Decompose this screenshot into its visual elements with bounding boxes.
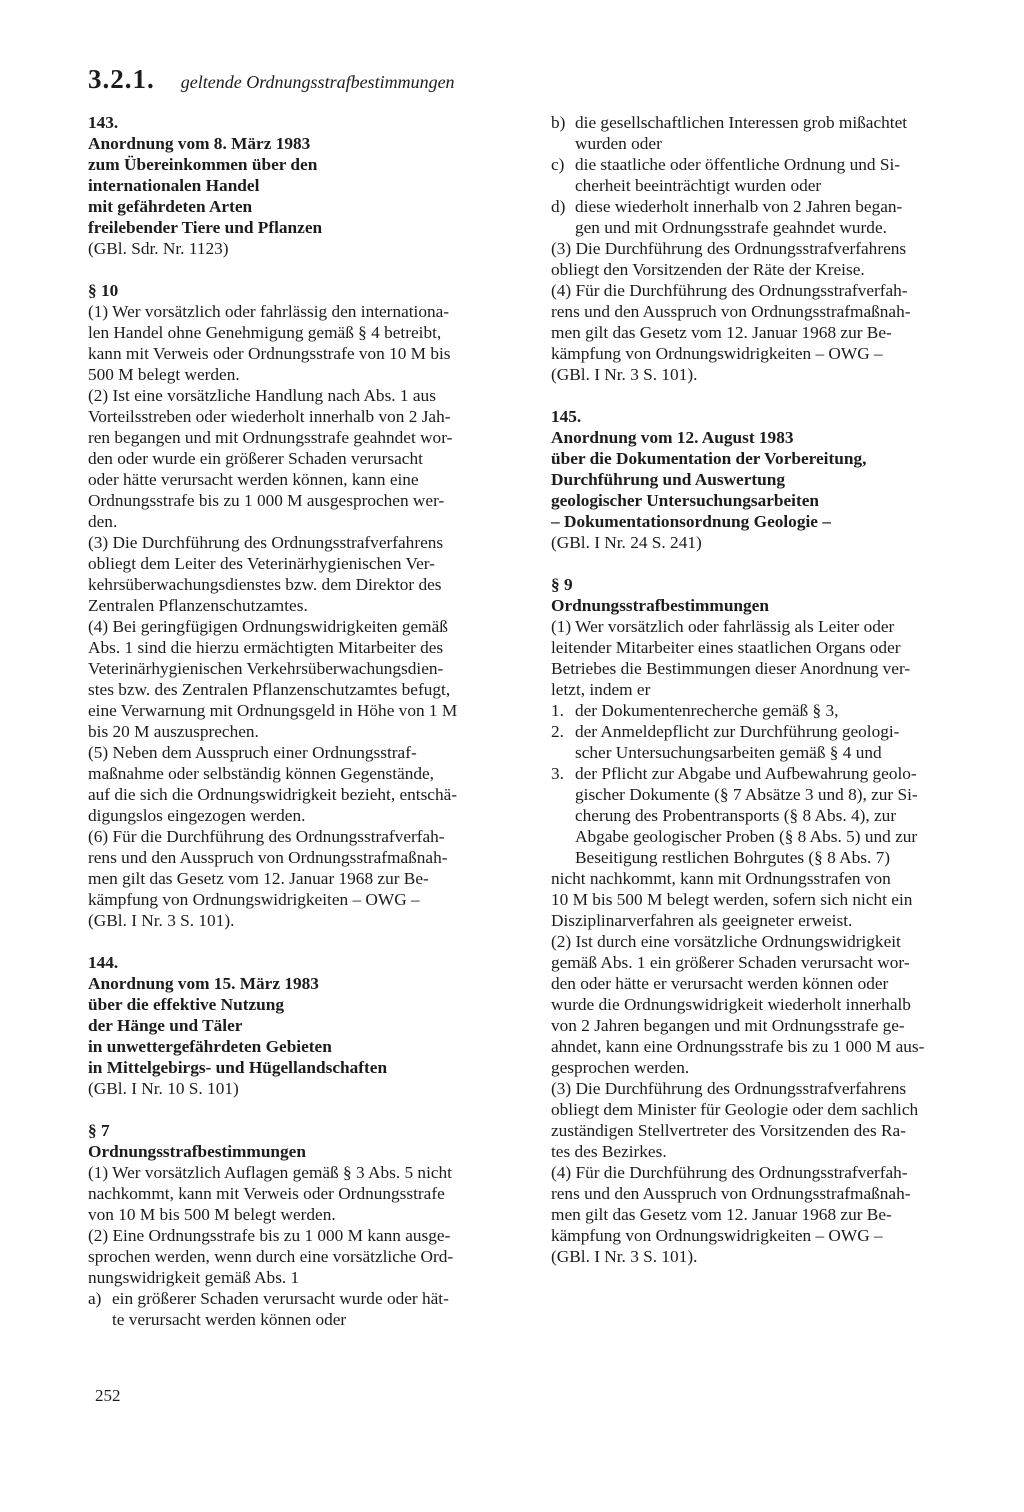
text-line: Ordnungsstrafe bis zu 1 000 M ausgesprochen wer-: [88, 491, 445, 510]
list-item-text: [575, 721, 988, 763]
entry-145-title-line: über die Dokumentation der Vorbereitung,: [551, 449, 867, 468]
section-number: 3.2.1.: [88, 64, 155, 94]
text-line: (1) Wer vorsätzlich oder fahrlässig den internationa-: [88, 302, 450, 321]
text-line: obliegt den Vorsitzenden der Räte der Kreise.: [551, 260, 865, 279]
list-item-label: 1.: [551, 701, 564, 720]
paragraph-10-heading: § 10: [88, 281, 119, 300]
text-line: len Handel ohne Genehmigung gemäß § 4 betreibt,: [88, 323, 442, 342]
paragraph-10-body: [88, 301, 526, 931]
text-line: stes bzw. des Zentralen Pflanzenschutzamtes befugt,: [88, 680, 451, 699]
text-line: kämpfung von Ordnungswidrigkeiten – OWG –: [88, 890, 420, 909]
text-line: (6) Für die Durchführung des Ordnungsstrafverfah-: [88, 827, 445, 846]
text-line: kämpfung von Ordnungswidrigkeiten – OWG –: [551, 1226, 883, 1245]
text-line: gischer Dokumente (§ 7 Absätze 3 und 8), zur Si-: [575, 785, 918, 804]
text-line: der Anmeldepflicht zur Durchführung geologi-: [575, 722, 900, 741]
text-line: (3) Die Durchführung des Ordnungsstrafverfahrens: [88, 533, 444, 552]
text-line: eine Verwarnung mit Ordnungsgeld in Höhe von 1 M: [88, 701, 458, 720]
list-item-label: a): [88, 1289, 102, 1308]
text-line: Vorteilsstreben oder wiederholt innerhalb von 2 Jah-: [88, 407, 451, 426]
entry-143-title: [88, 133, 526, 238]
text-line: (3) Die Durchführung des Ordnungsstrafverfahrens: [551, 239, 907, 258]
text-line: der Dokumentenrecherche gemäß § 3,: [575, 701, 839, 720]
text-line: men gilt das Gesetz vom 12. Januar 1968 zur Be-: [551, 1205, 892, 1224]
text-line: wurde die Ordnungswidrigkeit wiederholt innerhalb: [551, 995, 911, 1014]
list-item-text: [575, 763, 988, 868]
entry-145-title-line: – Dokumentationsordnung Geologie –: [551, 512, 831, 531]
text-line: Zentralen Pflanzenschutzamtes.: [88, 596, 308, 615]
text-line: cherheit beeinträchtigt wurden oder: [575, 176, 822, 195]
text-line: gesprochen werden.: [551, 1058, 690, 1077]
list-item: [88, 1288, 526, 1330]
text-line: leitender Mitarbeiter eines staatlichen Organs oder: [551, 638, 901, 657]
text-line: Betriebes die Bestimmungen dieser Anordnung ver-: [551, 659, 911, 678]
text-line: nungswidrigkeit gemäß Abs. 1: [88, 1268, 300, 1287]
section-header: [88, 64, 455, 95]
text-line: men gilt das Gesetz vom 12. Januar 1968 zur Be-: [88, 869, 429, 888]
text-line: kämpfung von Ordnungswidrigkeiten – OWG –: [551, 344, 883, 363]
paragraph-7-continued: [551, 238, 988, 385]
text-line: cherung des Probentransports (§ 8 Abs. 4), zur: [575, 806, 897, 825]
text-line: von 10 M bis 500 M belegt werden.: [88, 1205, 336, 1224]
list-item: [551, 154, 988, 196]
text-line: digungslos eingezogen werden.: [88, 806, 306, 825]
entry-145-number: 145.: [551, 407, 582, 426]
text-line: gen und mit Ordnungsstrafe geahndet wurde.: [575, 218, 887, 237]
text-line: ein größerer Schaden verursacht wurde oder hät-: [112, 1289, 449, 1308]
list-item: [551, 112, 988, 154]
text-line: rens und den Ausspruch von Ordnungsstrafmaßnah-: [551, 1184, 911, 1203]
text-line: ahndet, kann eine Ordnungsstrafe bis zu 1 000 M aus-: [551, 1037, 925, 1056]
list-item-label: 3.: [551, 764, 564, 783]
text-line: (2) Ist durch eine vorsätzliche Ordnungswidrigkeit: [551, 932, 901, 951]
text-line: zuständigen Stellvertreter des Vorsitzenden des Ra-: [551, 1121, 906, 1140]
text-line: (GBl. I Nr. 3 S. 101).: [551, 1247, 698, 1266]
list-item: [551, 721, 988, 763]
text-line: (1) Wer vorsätzlich oder fahrlässig als Leiter oder: [551, 617, 895, 636]
list-item-label: 2.: [551, 722, 564, 741]
entry-144-title: [88, 973, 526, 1078]
entry-144-title-line: über die effektive Nutzung: [88, 995, 285, 1014]
text-line: Disziplinarverfahren als geeigneter erweist.: [551, 911, 853, 930]
text-line: nicht nachkommt, kann mit Ordnungsstrafen von: [551, 869, 891, 888]
text-line: gemäß Abs. 1 ein größerer Schaden verursacht wor-: [551, 953, 910, 972]
entry-144-title-line: Anordnung vom 15. März 1983: [88, 974, 319, 993]
text-line: (4) Für die Durchführung des Ordnungsstrafverfah-: [551, 281, 908, 300]
paragraph-7-subheading: Ordnungsstrafbestimmungen: [88, 1142, 306, 1161]
entry-143-number: 143.: [88, 113, 119, 132]
paragraph-9-heading: § 9: [551, 575, 573, 594]
text-line: 10 M bis 500 M belegt werden, sofern sich nicht ein: [551, 890, 913, 909]
paragraph-7-body: [88, 1162, 526, 1288]
text-line: Veterinärhygienischen Verkehrsüberwachungsdien-: [88, 659, 444, 678]
text-line: auf die sich die Ordnungswidrigkeit bezieht, entschä-: [88, 785, 458, 804]
text-line: den.: [88, 512, 118, 531]
paragraph-9-body: [551, 868, 988, 1267]
entry-144-reference: (GBl. I Nr. 10 S. 101): [88, 1079, 239, 1098]
list-item-label: b): [551, 113, 566, 132]
text-line: nachkommt, kann mit Verweis oder Ordnungsstrafe: [88, 1184, 445, 1203]
text-line: (GBl. I Nr. 3 S. 101).: [88, 911, 235, 930]
text-line: (5) Neben dem Ausspruch einer Ordnungsstraf-: [88, 743, 417, 762]
text-line: obliegt dem Leiter des Veterinärhygienischen Ver-: [88, 554, 435, 573]
entry-145-title: [551, 427, 988, 532]
entry-144-title-line: in unwettergefährdeten Gebieten: [88, 1037, 332, 1056]
text-line: letzt, indem er: [551, 680, 651, 699]
entry-143-title-line: zum Übereinkommen über den: [88, 155, 318, 174]
text-line: tes des Bezirkes.: [551, 1142, 667, 1161]
list-item: [551, 763, 988, 868]
text-line: rens und den Ausspruch von Ordnungsstrafmaßnah-: [551, 302, 911, 321]
page-number: 252: [95, 1386, 121, 1405]
section-title: geltende Ordnungsstrafbestimmungen: [180, 72, 455, 92]
entry-145-title-line: geologischer Untersuchungsarbeiten: [551, 491, 820, 510]
entry-144-number: 144.: [88, 953, 119, 972]
text-line: den oder wurde ein größerer Schaden verursacht: [88, 449, 423, 468]
paragraph-9-intro: [551, 616, 988, 700]
text-line: kann mit Verweis oder Ordnungsstrafe von 10 M bis: [88, 344, 451, 363]
paragraph-9-subheading: Ordnungsstrafbestimmungen: [551, 596, 769, 615]
text-line: oder hätte verursacht werden können, kann eine: [88, 470, 419, 489]
entry-144-title-line: der Hänge und Täler: [88, 1016, 243, 1035]
paragraph-7-heading: § 7: [88, 1121, 110, 1140]
text-line: (3) Die Durchführung des Ordnungsstrafverfahrens: [551, 1079, 907, 1098]
text-line: (1) Wer vorsätzlich Auflagen gemäß § 3 Abs. 5 nicht: [88, 1163, 452, 1182]
entry-143-reference: (GBl. Sdr. Nr. 1123): [88, 239, 229, 258]
text-line: ren begangen und mit Ordnungsstrafe geahndet wor-: [88, 428, 453, 447]
entry-143-title-line: freilebender Tiere und Pflanzen: [88, 218, 323, 237]
text-line: men gilt das Gesetz vom 12. Januar 1968 zur Be-: [551, 323, 892, 342]
text-line: den oder hätte er verursacht werden können oder: [551, 974, 889, 993]
text-line: die staatliche oder öffentliche Ordnung und Si-: [575, 155, 901, 174]
text-line: (4) Bei geringfügigen Ordnungswidrigkeiten gemäß: [88, 617, 448, 636]
text-line: te verursacht werden können oder: [112, 1310, 347, 1329]
text-line: von 2 Jahren begangen und mit Ordnungsstrafe ge-: [551, 1016, 905, 1035]
list-item-label: d): [551, 197, 566, 216]
list-item-label: c): [551, 155, 565, 174]
text-line: diese wiederholt innerhalb von 2 Jahren began-: [575, 197, 903, 216]
text-line: (GBl. I Nr. 3 S. 101).: [551, 365, 698, 384]
text-line: rens und den Ausspruch von Ordnungsstrafmaßnah-: [88, 848, 448, 867]
text-line: Abs. 1 sind die hierzu ermächtigten Mitarbeiter des: [88, 638, 444, 657]
list-item-text: [112, 1288, 526, 1330]
entry-145-title-line: Durchführung und Auswertung: [551, 470, 786, 489]
text-line: (4) Für die Durchführung des Ordnungsstrafverfah-: [551, 1163, 908, 1182]
text-line: (2) Eine Ordnungsstrafe bis zu 1 000 M kann ausge-: [88, 1226, 451, 1245]
text-line: (2) Ist eine vorsätzliche Handlung nach Abs. 1 aus: [88, 386, 436, 405]
text-line: wurden oder: [575, 134, 662, 153]
list-item-text: [575, 154, 988, 196]
text-line: obliegt dem Minister für Geologie oder dem sachlich: [551, 1100, 919, 1119]
text-line: kehrsüberwachungsdienstes bzw. dem Direktor des: [88, 575, 442, 594]
text-line: bis 20 M auszusprechen.: [88, 722, 259, 741]
text-line: scher Untersuchungsarbeiten gemäß § 4 und: [575, 743, 882, 762]
left-column: [88, 112, 526, 1330]
text-line: die gesellschaftlichen Interessen grob mißachtet: [575, 113, 908, 132]
list-item: [551, 196, 988, 238]
text-line: maßnahme oder selbständig können Gegenstände,: [88, 764, 435, 783]
text-line: 500 M belegt werden.: [88, 365, 240, 384]
right-column: [551, 112, 988, 1267]
entry-143-title-line: mit gefährdeten Arten: [88, 197, 253, 216]
entry-144-title-line: in Mittelgebirgs- und Hügellandschaften: [88, 1058, 388, 1077]
entry-145-reference: (GBl. I Nr. 24 S. 241): [551, 533, 702, 552]
list-item-text: [575, 700, 988, 721]
text-line: der Pflicht zur Abgabe und Aufbewahrung geolo-: [575, 764, 917, 783]
list-item-text: [575, 112, 988, 154]
text-line: Beseitigung restlichen Bohrgutes (§ 8 Abs. 7): [575, 848, 891, 867]
list-item-text: [575, 196, 988, 238]
entry-145-title-line: Anordnung vom 12. August 1983: [551, 428, 794, 447]
list-item: [551, 700, 988, 721]
text-line: sprochen werden, wenn durch eine vorsätzliche Ord-: [88, 1247, 454, 1266]
entry-143-title-line: Anordnung vom 8. März 1983: [88, 134, 311, 153]
text-line: Abgabe geologischer Proben (§ 8 Abs. 5) und zur: [575, 827, 918, 846]
entry-143-title-line: internationalen Handel: [88, 176, 260, 195]
